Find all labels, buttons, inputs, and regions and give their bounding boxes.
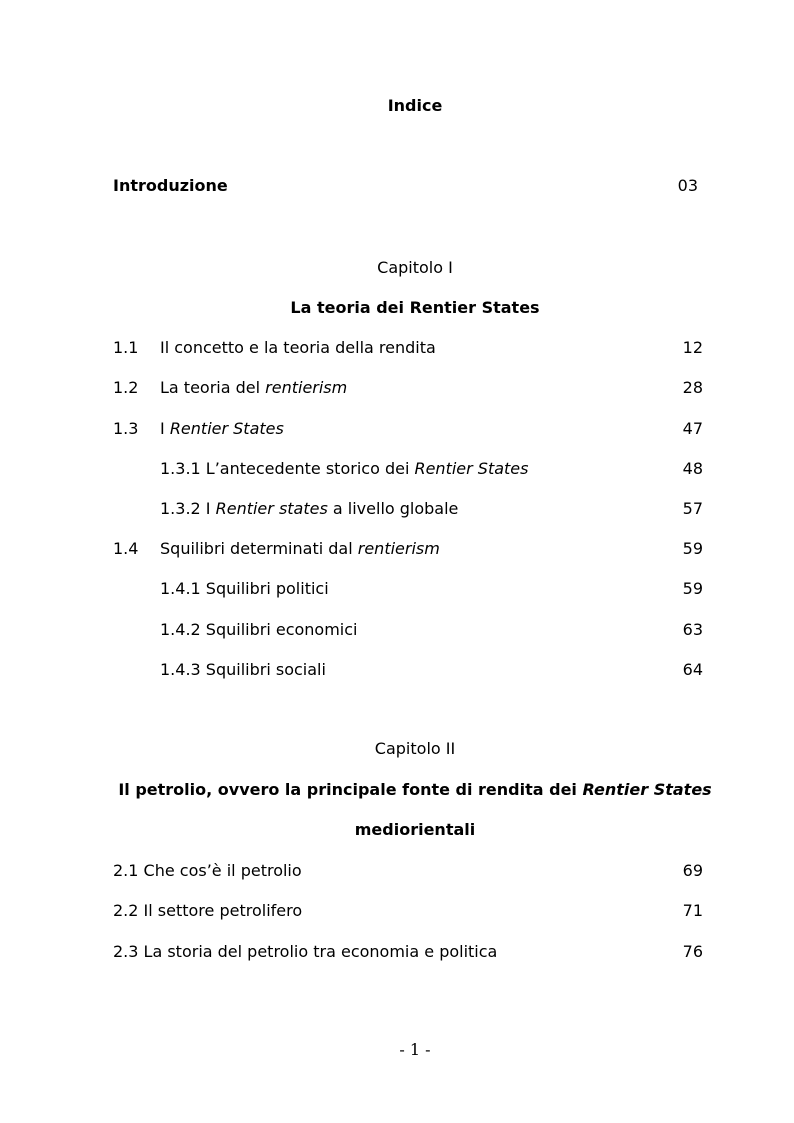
entry-page: 47 <box>682 419 703 438</box>
entry-page: 48 <box>682 459 703 478</box>
entry-number: 1.3 <box>113 419 139 438</box>
entry-label: 2.1 Che cos’è il petrolio <box>113 861 302 880</box>
entry-number: 1.4 <box>113 539 139 558</box>
entry-page: 63 <box>682 620 703 639</box>
entry-number: 1.2 <box>113 378 139 397</box>
entry-label: Il concetto e la teoria della rendita <box>160 338 436 357</box>
chapter2-title-line2: mediorientali <box>354 820 476 839</box>
entry-page: 64 <box>682 660 703 679</box>
chapter2-heading: Capitolo II <box>374 739 456 758</box>
intro-page: 03 <box>677 176 698 195</box>
entry-label: 1.4.1 Squilibri politici <box>160 579 329 598</box>
entry-page: 71 <box>682 901 703 920</box>
entry-label: 2.2 Il settore petrolifero <box>113 901 303 920</box>
entry-page: 59 <box>682 579 703 598</box>
page-title: Indice <box>387 96 443 115</box>
entry-page: 76 <box>682 942 703 961</box>
entry-label: 1.4.2 Squilibri economici <box>160 620 358 639</box>
entry-label: I Rentier States <box>160 419 284 438</box>
chapter1-title: La teoria dei Rentier States <box>290 298 540 317</box>
entry-page: 12 <box>682 338 703 357</box>
entry-label: 1.4.3 Squilibri sociali <box>160 660 326 679</box>
entry-page: 69 <box>682 861 703 880</box>
entry-label: 1.3.1 L’antecedente storico dei Rentier States <box>160 459 529 478</box>
entry-label: 1.3.2 I Rentier states a livello globale <box>160 499 459 518</box>
chapter1-heading: Capitolo I <box>377 258 453 277</box>
chapter2-title: Il petrolio, ovvero la principale fonte di rendita dei Rentier States <box>118 780 712 799</box>
entry-label: 2.3 La storia del petrolio tra economia e politica <box>113 942 498 961</box>
entry-label: Squilibri determinati dal rentierism <box>160 539 440 558</box>
entry-page: 59 <box>682 539 703 558</box>
entry-number: 1.1 <box>113 338 139 357</box>
intro-label: Introduzione <box>113 176 228 195</box>
entry-label: La teoria del rentierism <box>160 378 348 397</box>
entry-page: 28 <box>682 378 703 397</box>
entry-page: 57 <box>682 499 703 518</box>
page-number-footer: - 1 - <box>399 1040 431 1059</box>
